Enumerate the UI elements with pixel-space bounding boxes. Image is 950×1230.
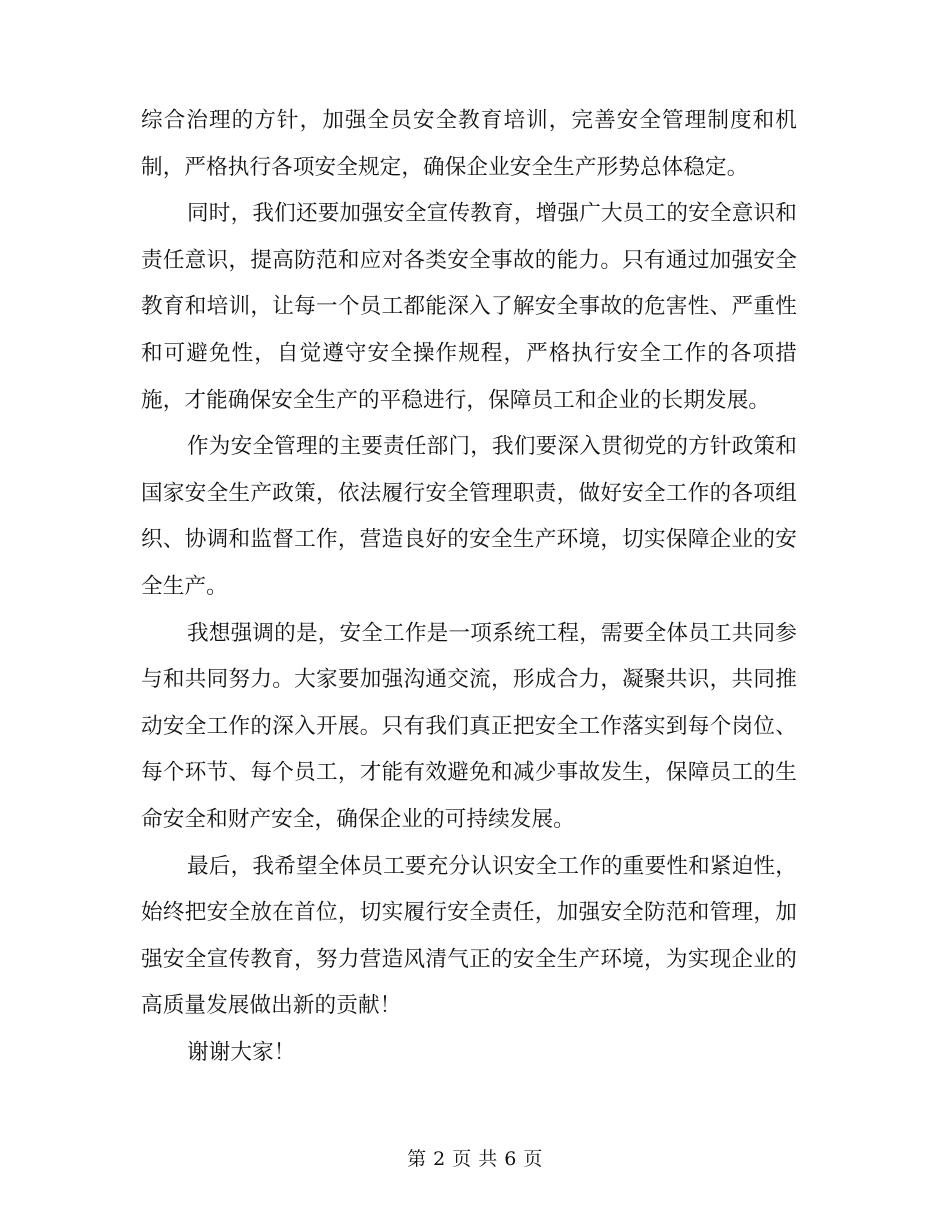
paragraph-management-department: 作为安全管理的主要责任部门，我们要深入贯彻党的方针政策和国家安全生产政策，依法履行安全管理职责，做好安全工作的各项组织、协调和监督工作，营造良好的安全生产环境，切实保障企业的安全生产。 xyxy=(141,434,797,599)
document-body xyxy=(141,98,797,1076)
paragraph-continuation: 综合治理的方针，加强全员安全教育培训，完善安全管理制度和机制，严格执行各项安全规定，确保企业安全生产形势总体稳定。 xyxy=(141,108,797,180)
paragraph-system-engineering: 我想强调的是，安全工作是一项系统工程，需要全体员工共同参与和共同努力。大家要加强沟通交流，形成合力，凝聚共识，共同推动安全工作的深入开展。只有我们真正把安全工作落实到每个岗位、每个环节、每个员工，才能有效避免和减少事故发生，保障员工的生命安全和财产安全，确保企业的可持续发展。 xyxy=(141,620,797,832)
page-number-footer: 第 2 页 共 6 页 xyxy=(407,1148,543,1170)
paragraph-thanks: 谢谢大家！ xyxy=(187,1039,296,1065)
paragraph-safety-education: 同时，我们还要加强安全宣传教育，增强广大员工的安全意识和责任意识，提高防范和应对各类安全事故的能力。只有通过加强安全教育和培训，让每一个员工都能深入了解安全事故的危害性、严重性和可避免性，自觉遵守安全操作规程，严格执行安全工作的各项措施，才能确保安全生产的平稳进行，保障员工和企业的长期发展。 xyxy=(141,201,797,413)
paragraph-closing-hope: 最后，我希望全体员工要充分认识安全工作的重要性和紧迫性，始终把安全放在首位，切实履行安全责任，加强安全防范和管理，加强安全宣传教育，努力营造风清气正的安全生产环境，为实现企业的高质量发展做出新的贡献！ xyxy=(141,853,797,1019)
